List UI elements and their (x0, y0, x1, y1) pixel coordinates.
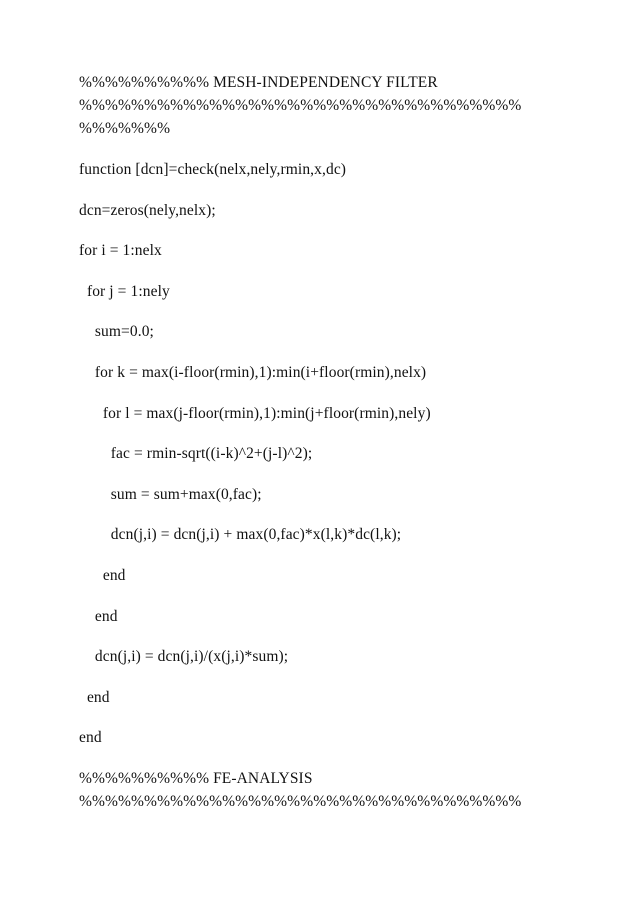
code-line: dcn(j,i) = dcn(j,i)/(x(j,i)*sum); (79, 648, 289, 665)
code-line: for i = 1:nelx (79, 242, 162, 259)
code-line: fac = rmin-sqrt((i-k)^2+(j-l)^2); (79, 445, 313, 462)
comment-header-line: %%%%%%%%%%%%%%%%%%%%%%%%%%%%%%%%%% (79, 793, 522, 810)
code-line: for l = max(j-floor(rmin),1):min(j+floor(rmin),nely) (79, 405, 431, 422)
code-line: end (79, 567, 126, 584)
code-line: sum = sum+max(0,fac); (79, 486, 262, 503)
code-line: dcn(j,i) = dcn(j,i) + max(0,fac)*x(l,k)*dc(l,k); (79, 526, 402, 543)
code-line: for j = 1:nely (79, 283, 170, 300)
code-line: for k = max(i-floor(rmin),1):min(i+floor(rmin),nelx) (79, 364, 427, 381)
code-line: end (79, 689, 110, 706)
code-line: end (79, 608, 118, 625)
code-line: dcn=zeros(nely,nelx); (79, 202, 216, 219)
comment-header-line: %%%%%%%%%% MESH-INDEPENDENCY FILTER (79, 74, 438, 91)
comment-header-line: %%%%%%%%%%%%%%%%%%%%%%%%%%%%%%%%%% (79, 97, 522, 114)
code-line: end (79, 729, 102, 746)
comment-header-line: %%%%%%%%%% FE-ANALYSIS (79, 770, 313, 787)
code-line: sum=0.0; (79, 323, 154, 340)
comment-header-line: %%%%%%% (79, 120, 171, 137)
code-line: function [dcn]=check(nelx,nely,rmin,x,dc) (79, 161, 347, 178)
